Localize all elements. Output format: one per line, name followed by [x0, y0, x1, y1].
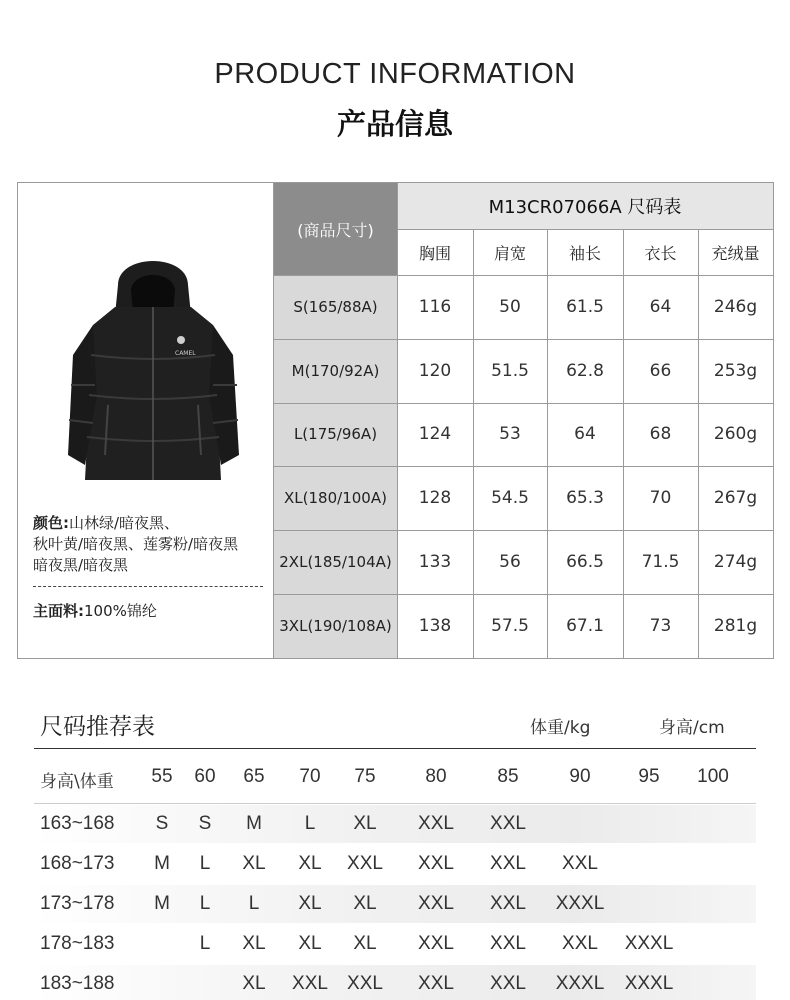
product-image-panel: [18, 183, 274, 658]
recommendation-header-rule: [34, 803, 756, 804]
recommended-size: L: [304, 813, 316, 834]
value-cell: 246g: [713, 296, 758, 317]
recommended-size: L: [199, 933, 211, 954]
recommended-size: L: [248, 893, 260, 914]
value-cell: 65.3: [566, 488, 604, 509]
value-cell: 64: [574, 424, 596, 445]
weight-header: 100: [697, 766, 729, 787]
value-cell: 120: [418, 360, 452, 381]
color-line-2: 秋叶黄/暗夜黑、莲雾粉/暗夜黑: [33, 535, 239, 553]
weight-header: 70: [299, 766, 321, 787]
recommended-size: XXL: [418, 973, 454, 994]
value-cell: 281g: [713, 615, 758, 636]
color-line-3: 暗夜黑/暗夜黑: [33, 556, 129, 574]
fabric-label: 主面料:: [33, 602, 84, 620]
column-header: 肩宽: [493, 243, 526, 263]
size-cell: XL(180/100A): [274, 466, 397, 530]
svg-text:CAMEL: CAMEL: [175, 350, 196, 357]
grid-line: [274, 339, 773, 340]
value-cell: 56: [499, 552, 521, 573]
weight-header: 85: [497, 766, 519, 787]
size-cell: 2XL(185/104A): [274, 530, 397, 594]
grid-line: [274, 594, 773, 595]
recommended-size: XXXL: [555, 973, 605, 994]
camel-logo-icon: [177, 336, 185, 344]
height-range: 168~173: [40, 853, 115, 874]
value-cell: 66.5: [566, 552, 604, 573]
size-cell: S(165/88A): [274, 275, 397, 339]
recommended-size: XXL: [292, 973, 328, 994]
color-info: [33, 513, 179, 534]
value-cell: 53: [499, 424, 521, 445]
column-header: 袖长: [568, 243, 601, 263]
dashed-divider: [33, 586, 263, 587]
recommended-size: L: [199, 893, 211, 914]
grid-line: [274, 466, 773, 467]
recommended-size: XXL: [490, 973, 526, 994]
value-cell: 51.5: [491, 360, 529, 381]
recommended-size: XXL: [490, 853, 526, 874]
height-unit-label: 身高/cm: [659, 718, 725, 738]
value-cell: 50: [499, 296, 521, 317]
column-header: 胸围: [418, 243, 451, 263]
value-cell: 274g: [713, 552, 758, 573]
recommended-size: M: [154, 853, 170, 874]
recommended-size: XL: [242, 853, 266, 874]
recommended-size: S: [155, 813, 169, 834]
page-title-cn: 产品信息: [336, 107, 453, 141]
grid-line: [274, 530, 773, 531]
size-cell: M(170/92A): [274, 339, 397, 403]
value-cell: 68: [649, 424, 672, 445]
recommended-size: XL: [298, 853, 322, 874]
recommendation-top-rule: [34, 748, 756, 749]
value-cell: 64: [649, 296, 672, 317]
value-cell: 61.5: [566, 296, 604, 317]
recommended-size: XXXL: [624, 933, 674, 954]
color-label: 颜色:: [33, 514, 69, 532]
recommended-size: XL: [242, 933, 266, 954]
fabric-value: 100%锦纶: [84, 602, 157, 620]
weight-header: 65: [243, 766, 265, 787]
column-header: 衣长: [644, 243, 677, 263]
column-header: 充绒量: [711, 243, 760, 263]
recommended-size: XXL: [562, 853, 598, 874]
recommended-size: XL: [353, 933, 377, 954]
weight-header: 90: [569, 766, 591, 787]
page-title-en: PRODUCT INFORMATION: [214, 58, 576, 90]
recommended-size: XXXL: [555, 893, 605, 914]
value-cell: 66: [649, 360, 672, 381]
height-range: 178~183: [40, 933, 115, 954]
recommended-size: XXL: [490, 813, 526, 834]
recommended-size: XXL: [562, 933, 598, 954]
value-cell: 260g: [713, 424, 758, 445]
value-cell: 62.8: [566, 360, 604, 381]
recommended-size: XXL: [347, 973, 383, 994]
size-cell: L(175/96A): [274, 403, 397, 467]
value-cell: 138: [418, 615, 452, 636]
weight-header: 55: [151, 766, 173, 787]
value-cell: 133: [418, 552, 452, 573]
recommended-size: XL: [353, 813, 377, 834]
recommended-size: XL: [298, 893, 322, 914]
recommended-size: XL: [298, 933, 322, 954]
value-cell: 253g: [713, 360, 758, 381]
recommended-size: M: [154, 893, 170, 914]
value-cell: 124: [418, 424, 452, 445]
recommended-size: XL: [353, 893, 377, 914]
recommended-size: XXL: [418, 933, 454, 954]
recommended-size: XXL: [490, 893, 526, 914]
value-cell: 71.5: [641, 552, 680, 573]
height-range: 163~168: [40, 813, 115, 834]
grid-line: [397, 183, 398, 658]
grid-line: [274, 275, 773, 276]
recommended-size: XL: [242, 973, 266, 994]
color-line-1: 山林绿/暗夜黑、: [69, 514, 180, 532]
recommended-size: XXL: [347, 853, 383, 874]
value-cell: 73: [649, 615, 672, 636]
value-cell: 54.5: [491, 488, 529, 509]
recommended-size: M: [246, 813, 262, 834]
value-cell: 116: [418, 296, 452, 317]
recommended-size: S: [198, 813, 212, 834]
corner-label: 身高\体重: [40, 772, 114, 792]
grid-line: [274, 403, 773, 404]
weight-header: 75: [354, 766, 376, 787]
size-cell: 3XL(190/108A): [274, 594, 397, 658]
recommended-size: XXL: [418, 893, 454, 914]
value-cell: 67.1: [566, 615, 604, 636]
weight-header: 95: [638, 766, 660, 787]
weight-header: 80: [425, 766, 447, 787]
fabric-info: [33, 601, 157, 622]
recommendation-title: 尺码推荐表: [40, 714, 155, 740]
height-range: 173~178: [40, 893, 115, 914]
recommended-size: XXXL: [624, 973, 674, 994]
value-cell: 267g: [713, 488, 758, 509]
model-title: M13CR07066A 尺码表: [397, 183, 773, 229]
recommended-size: XXL: [418, 813, 454, 834]
recommended-size: XXL: [418, 853, 454, 874]
recommended-size: L: [199, 853, 211, 874]
jacket-image: [63, 245, 243, 490]
size-column-header: (商品尺寸): [274, 183, 397, 275]
weight-header: 60: [194, 766, 216, 787]
value-cell: 128: [418, 488, 452, 509]
weight-unit-label: 体重/kg: [530, 718, 591, 738]
product-size-table: [17, 182, 774, 659]
height-range: 183~188: [40, 973, 115, 994]
value-cell: 70: [649, 488, 672, 509]
value-cell: 57.5: [491, 615, 529, 636]
recommended-size: XXL: [490, 933, 526, 954]
grid-line: [397, 229, 773, 230]
